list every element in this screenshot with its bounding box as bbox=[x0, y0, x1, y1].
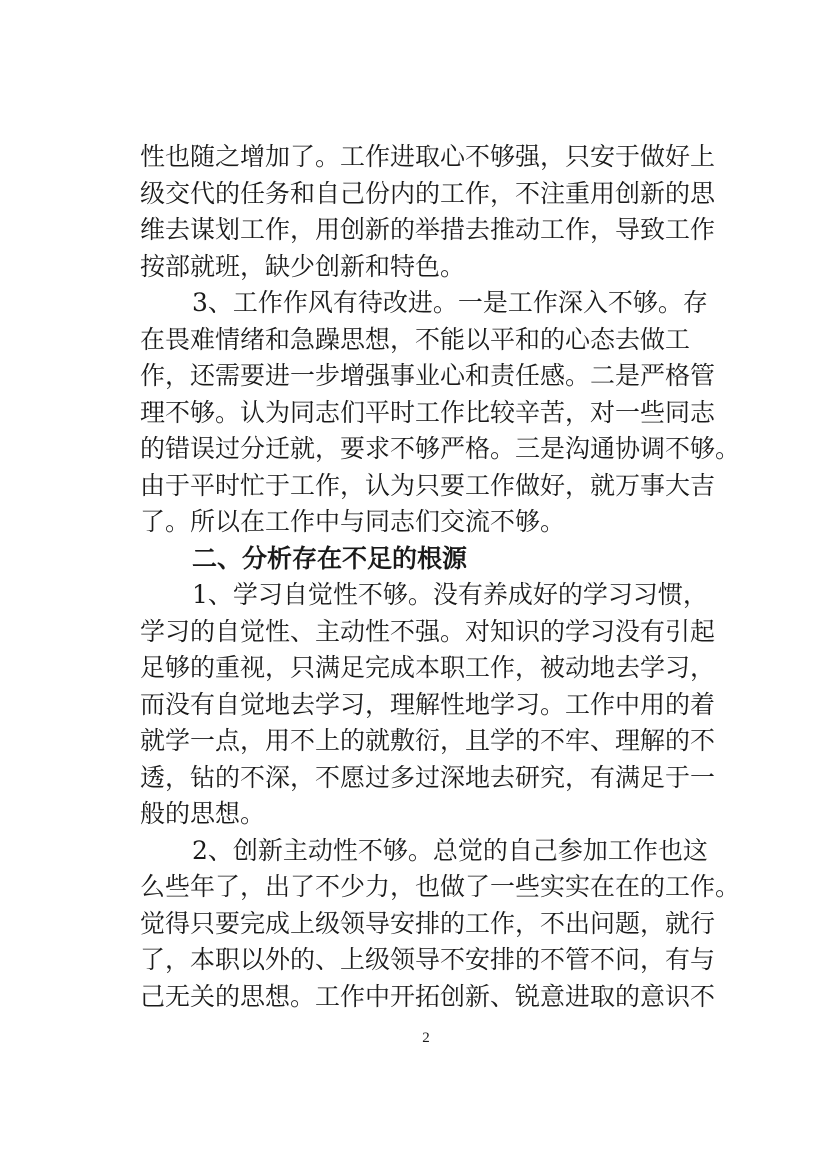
text-line: 的错误过分迁就，要求不够严格。三是沟通协调不够。 bbox=[140, 434, 741, 463]
text-line: 由于平时忙于工作，认为只要工作做好，就万事大吉 bbox=[140, 470, 716, 500]
page-number: 2 bbox=[422, 1030, 430, 1046]
text-line: 足够的重视，只满足完成本职工作，被动地去学习， bbox=[140, 653, 716, 682]
text-line: 级交代的任务和自己份内的工作，不注重用创新的思 bbox=[140, 178, 716, 208]
body-text bbox=[140, 139, 800, 1015]
text-line: 按部就班，缺少创新和特色。 bbox=[140, 251, 466, 281]
text-line: 学习的自觉性、主动性不强。对知识的学习没有引起 bbox=[140, 616, 716, 646]
text-line: 在畏难情绪和急躁思想，不能以平和的心态去做工 bbox=[140, 324, 691, 354]
text-line: 么些年了，出了不少力，也做了一些实实在在的工作。 bbox=[140, 872, 741, 901]
text-line: 作，还需要进一步增强事业心和责任感。二是严格管 bbox=[140, 361, 716, 390]
text-line: 般的思想。 bbox=[140, 799, 266, 828]
text-line: 了，本职以外的、上级领导不安排的不管不问，有与 bbox=[140, 945, 716, 974]
text-line: 3、工作作风有待改进。一是工作深入不够。存 bbox=[192, 288, 708, 317]
section-heading: 二、分析存在不足的根源 bbox=[192, 543, 468, 573]
text-line: 己无关的思想。工作中开拓创新、锐意进取的意识不 bbox=[140, 981, 716, 1011]
text-line: 了。所以在工作中与同志们交流不够。 bbox=[140, 507, 566, 536]
text-line: 而没有自觉地去学习，理解性地学习。工作中用的着 bbox=[140, 689, 716, 719]
text-line: 就学一点，用不上的就敷衍，且学的不牢、理解的不 bbox=[140, 726, 716, 755]
text-line: 维去谋划工作，用创新的举措去推动工作，导致工作 bbox=[140, 215, 716, 244]
text-line: 觉得只要完成上级领导安排的工作，不出问题，就行 bbox=[140, 908, 716, 938]
text-line: 透，钻的不深，不愿过多过深地去研究，有满足于一 bbox=[140, 762, 716, 792]
text-line: 2、创新主动性不够。总觉的自己参加工作也这 bbox=[192, 835, 708, 865]
text-line: 1、学习自觉性不够。没有养成好的学习习惯， bbox=[192, 580, 708, 609]
text-line: 性也随之增加了。工作进取心不够强，只安于做好上 bbox=[140, 142, 716, 171]
text-line: 理不够。认为同志们平时工作比较辛苦，对一些同志 bbox=[140, 397, 716, 427]
